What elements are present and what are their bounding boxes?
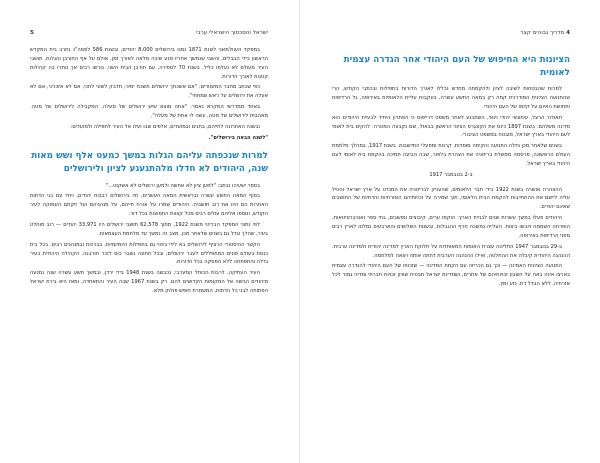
left-paragraph: בסוף המאה התשע עשרה ובראשית המאה העשרים, חיו בירושלים רבבות יהודים, ויחד עם בני הדתות האחרות הם היוו את רוב תושביה. היהודים שמרו על אורח חייהם, על מנהגיהם ועל זיקתם העמוקה לעיר הקודש, ונוספו אליהם עולים רבים מכל קצוות התפוצות בכל דור. bbox=[30, 193, 268, 218]
left-paragraph: כפי שכתב מחבר המזמורים: "אם אשכחך ירושלים תשכח ימיני, תדבק לשוני לחכי, אם לא אזכרכי, אם לא אעלה את ירושלים על ראש שמחתי". bbox=[30, 84, 268, 100]
right-running-header bbox=[332, 30, 570, 36]
right-page-number: 4 bbox=[566, 30, 570, 36]
right-paragraph: בשנים שלאחר מכן גדלה התנועה והקימה מוסדות, קרנות ומפעלי התיישבות. בשנת 1917, במהלך מלחמת העולם הראשונה, פרסמה ממשלת בריטניה את הצהרת בלפור, שבה הביעה תמיכה בהקמת בית לאומי לעם היהודי בארץ ישראל. bbox=[332, 143, 570, 167]
left-section-heading: למרות שנכפתה עליהם הגלות במשך כמעט אלף ושש מאות שנה, היהודים לא חדלו מלהתגעגע לציון ולירושלים bbox=[31, 151, 268, 175]
right-header-title: מדריך גבוהים קצר bbox=[520, 30, 565, 36]
left-paragraph: באחד ממדרשי המקרא נאמר: "אתה מוצא שיש ירושלים של מעלה, המקבילה לירושלים של מטה. מאהבתו לירושלים של מטה, עשה לו אחת של מעלה". bbox=[30, 104, 268, 119]
left-paragraph: הקשר ההיסטורי הרציף לירושלים בא לידי ביטוי גם בתפילות היומיומיות, בברכות ובמנהגים רבים. בכל בית כנסת בעולם פונים המתפללים לעבר ירושלים, ובכל חתונה נשבר כוס לזכר חורבנה. הקהילה היהודית בעיר גדלה והתפתחה ללא הפסקה בכל הדורות. bbox=[30, 241, 268, 266]
right-header-group bbox=[520, 30, 570, 36]
left-paragraph: ובשנה האחרונה לחייהם, בחגים ובמועדים, אלפים שבו ועלו אל העיר לתפילה ולמועדים: bbox=[70, 123, 260, 130]
right-paragraph: ב-29 בנובמבר 1947 החליטה עצרת האומות המאוחדות על חלוקת הארץ למדינה יהודית ולמדינה ערבית. ההנהגה היהודית קיבלה את ההחלטה, ואילו ההנהגה הערבית דחתה אותה ויצאה למלחמה. bbox=[332, 243, 570, 259]
right-section-heading: הציונות היא החיפוש של העם היהודי אחר הגדרה עצמית לאומית bbox=[343, 55, 570, 78]
left-paragraph-quote: "לשנה הבאה בירושלים". bbox=[208, 134, 268, 141]
right-paragraph: למרות שהבטחות לשיבה לציון ולהקמתה מחדש נכללו לאורך הדורות בתפילות ובכתבי הקודש, הרי שהתנועה הציונית המודרנית קמה רק במאה התשע עשרה, בעקבות עליית הלאומיות באירופה, גל הרדיפות ותחושת האיום על קיומו של העם היהודי. bbox=[332, 86, 570, 110]
right-page bbox=[300, 0, 600, 463]
right-paragraph: התנועה הציונית האמינה — וכך גם הכריזה עם הקמת המדינה — שזכותו של העם היהודי להגדרה עצמית בארצו אינה באה על חשבון זכויותיהם של אחרים, ושמדינת ישראל תבטיח שוויון זכויות חברתי ומדיני גמור לכל אזרחיה, ללא הבדל דת, גזע ומין. bbox=[332, 263, 570, 288]
left-paragraph: במפקד העות'מאני לשנת 1871 נמנו בירושלים 8,000 יהודים, ובשנת 586 לפסה"נ נחרב בית המקדש הראשון בידי הבבלים, והשבי שנמשך אחריו מנע שיבה מלאה לאורך זמן, אולם על אף החורבן והגלות, תושבי העיר מעולם לא נעלמו כליל. בשנת 70 לספירה, עם חורבן הבית השני, גורשו רבים אך נותרו בה קהילות קטנות לאורך הדורות. bbox=[30, 47, 268, 80]
left-paragraph: לפי נתוני המפקד הבריטי משנת 1922, מתוך 62,578 תושבי ירושלים היו 33,971 יהודים — רוב מוחלט בעיר, שהלך וגדל גם בשנים שלאחר מכן. מצב זה נמשך עד מלחמת העצמאות. bbox=[30, 222, 268, 237]
right-paragraph: ההצהרה אושרה בשנת 1922 בידי חבר הלאומים, שהעניק לבריטניה את המנדט על ארץ ישראל והטיל עליה ליישם את ההתחייבות להקמת הבית הלאומי, תוך שמירה על זכויותיהם האזרחיות והדתיות של התושבים שאינם יהודים. bbox=[332, 186, 570, 211]
left-paragraph: בספר ישעיהו נכתב: "למען ציון לא אחשה ולמען ירושלים לא אשקוט..." bbox=[105, 182, 260, 189]
right-paragraph: היהודים פעלו במשך עשרות שנים לבניית הארץ: הוקמו ערים, קיבוצים ומושבים, בתי ספר ואוניברסיטאות, הופרחה השממה ויובשו ביצות. העלייה נמשכה חרף ההגבלות, ובשנות השלושים והארבעים נמלטו לארץ רבים מפני הרדיפות באירופה. bbox=[332, 215, 570, 239]
left-running-header bbox=[30, 30, 268, 36]
left-page-number: 5 bbox=[30, 30, 34, 36]
right-paragraph: תאודור הרצל, עיתונאי יהודי וינאי, השתכנע לאחר משפט דרייפוס כי הפתרון היחיד לבעיית היהודים הוא מדינה משלהם. בשנת 1897 כינס את הקונגרס הציוני הראשון בבאזל, שם נקבעה המטרה: להקים בית לאומי לעם היהודי בארץ ישראל, מובטח במשפט הציבורי. bbox=[332, 114, 570, 139]
right-paragraph-date: ב-2 בנובמבר 1917 bbox=[429, 171, 473, 178]
left-header-title: ישראל והסכסוך הישראלי ערבי bbox=[196, 30, 268, 36]
left-paragraph: העיר העתיקה, לרבות הכותל המערבי, נכבשה בשנת 1948 בידי ירדן, ובמשך תשע עשרה שנה נמנעה מיהודים הגישה אל המקומות הקדושים להם. רק בשנת 1967 שבה העיר והתאחדה, ומאז היא בירת ישראל הפתוחה לבני כל הדתות, המשמרת חופש פולחן מלא. bbox=[30, 270, 268, 294]
